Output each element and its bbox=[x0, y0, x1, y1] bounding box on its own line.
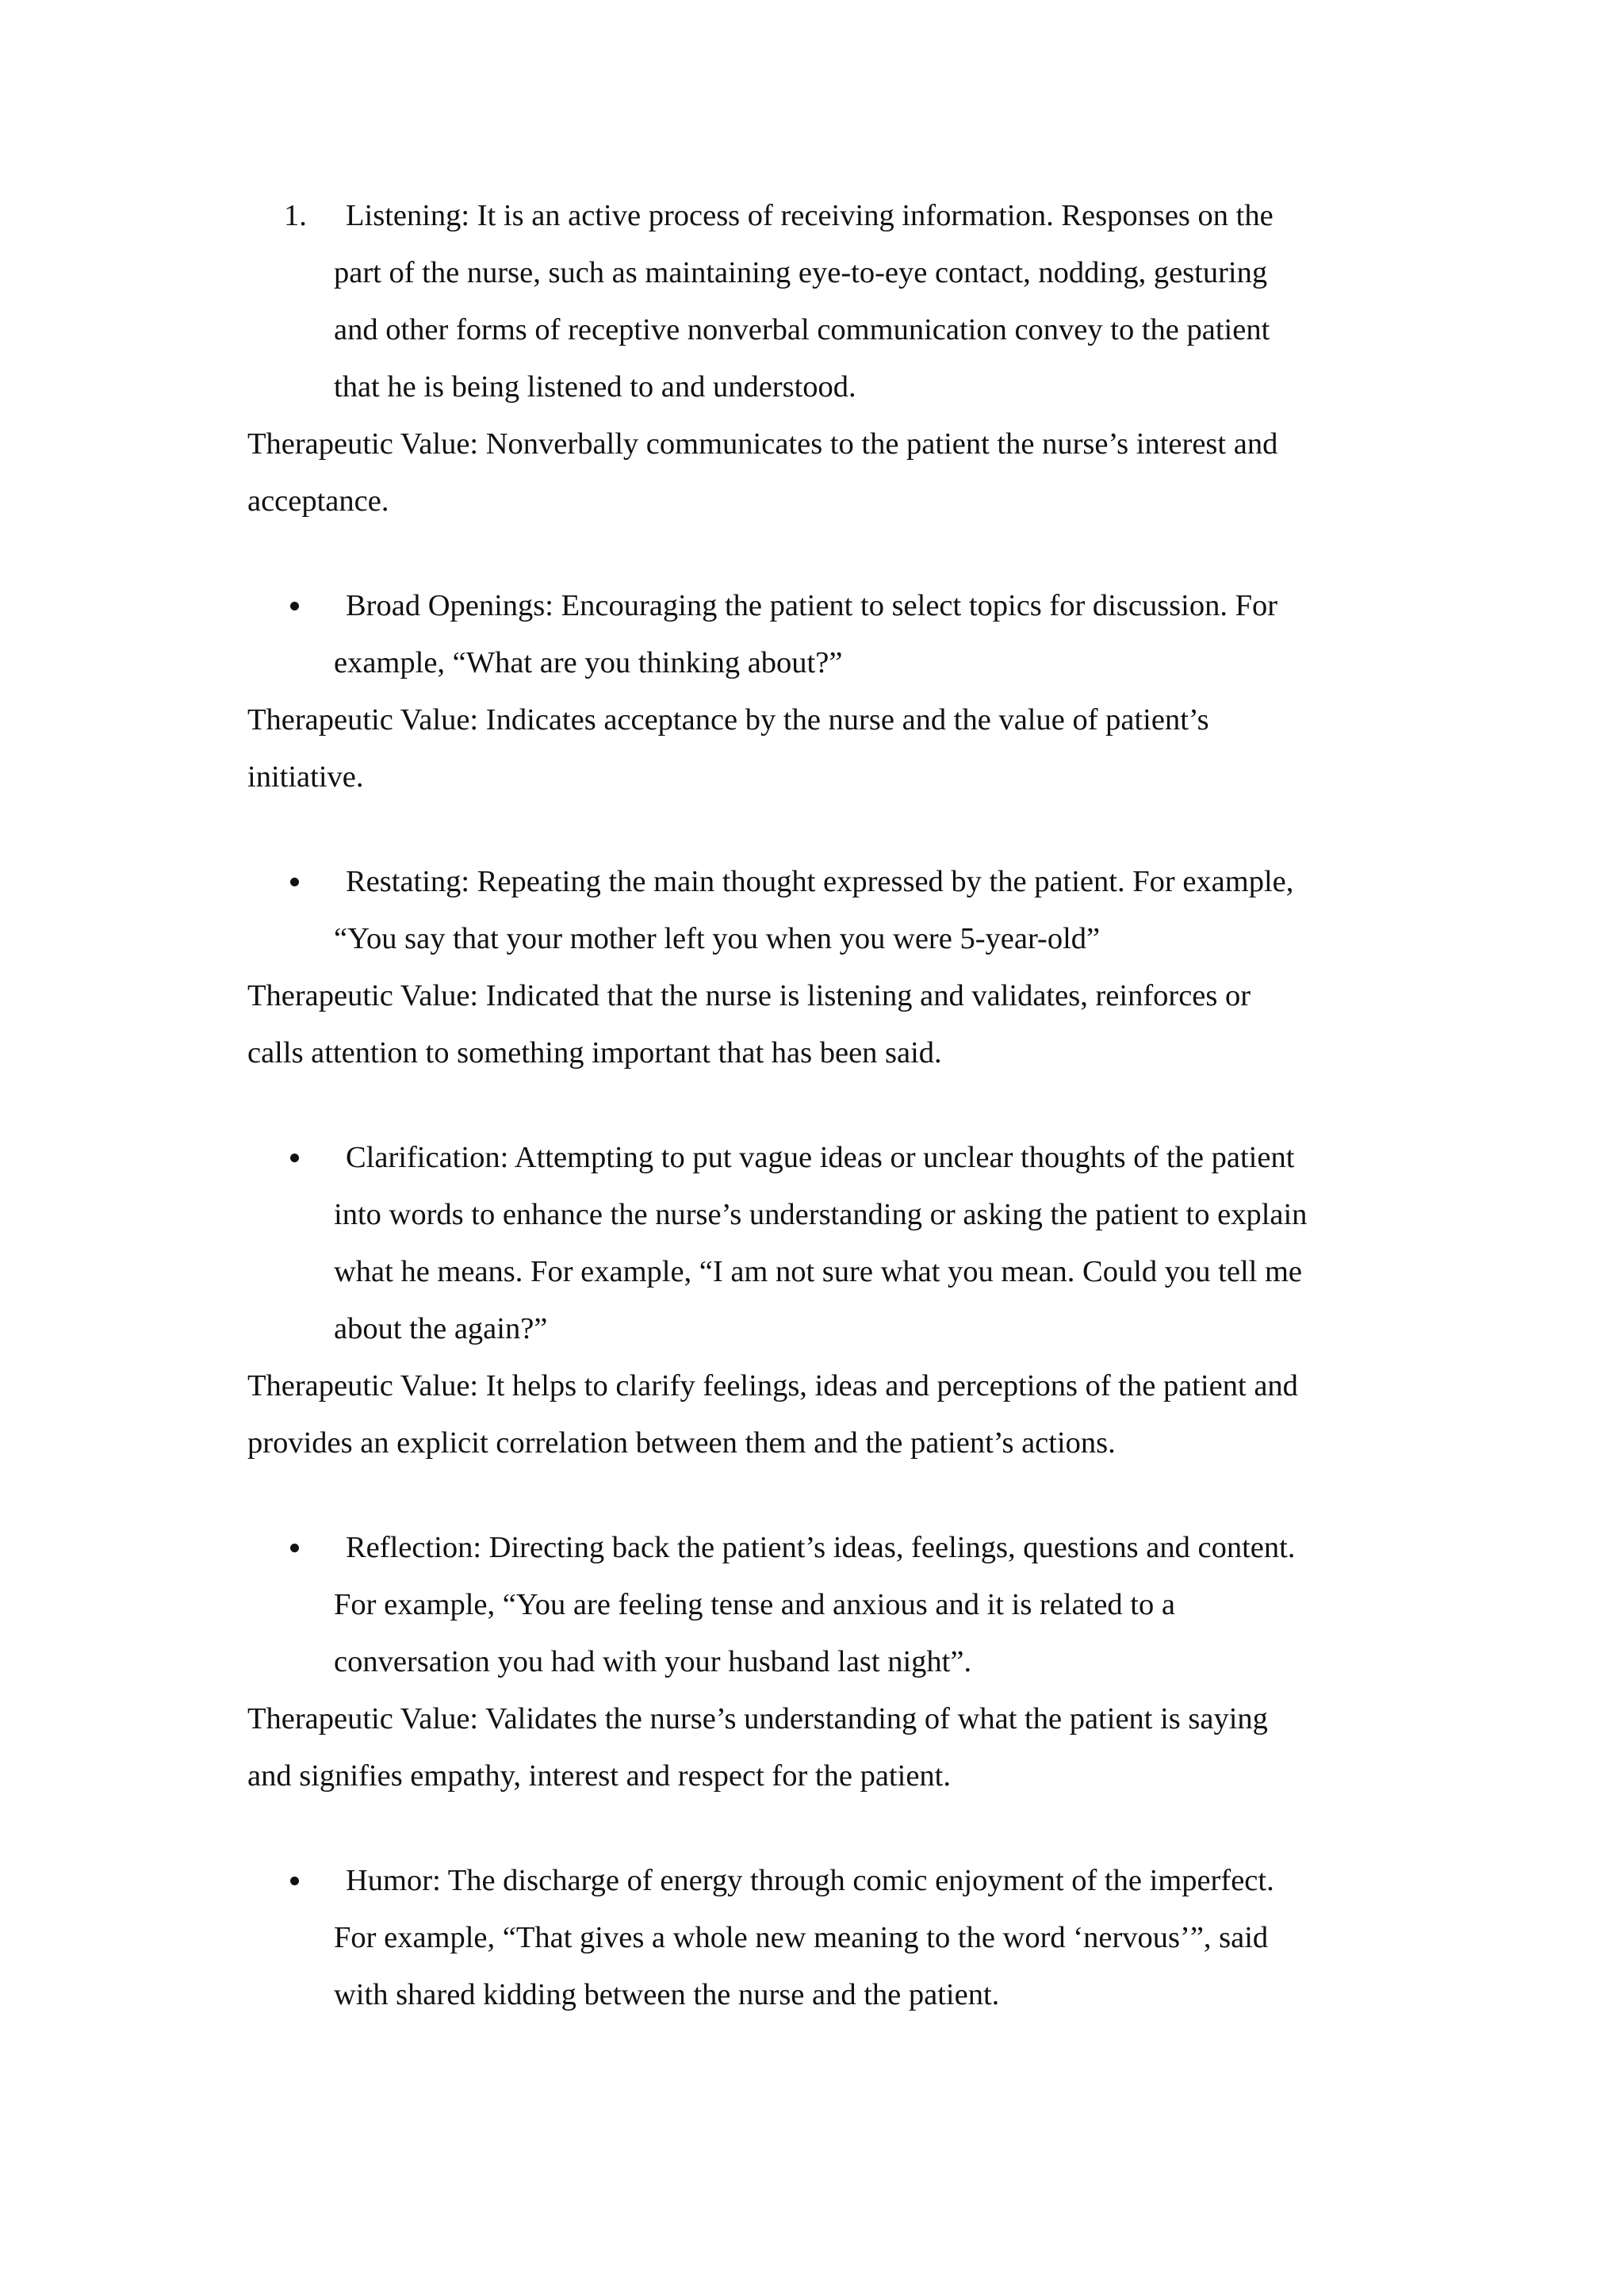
item-text-line: Clarification: Attempting to put vague ideas or unclear thoughts of the patient bbox=[346, 1141, 1295, 1174]
therapeutic-value-line: Therapeutic Value: Indicates acceptance by the nurse and the value of patient’s bbox=[247, 703, 1209, 737]
therapeutic-value-line: initiative. bbox=[247, 760, 364, 794]
bullet-icon bbox=[290, 1154, 299, 1162]
item-text-line: and other forms of receptive nonverbal communication convey to the patient bbox=[334, 313, 1270, 346]
therapeutic-value-line: acceptance. bbox=[247, 484, 389, 518]
therapeutic-value-line: Therapeutic Value: Validates the nurse’s understanding of what the patient is saying bbox=[247, 1702, 1268, 1735]
item-text-line: Broad Openings: Encouraging the patient to select topics for discussion. For bbox=[346, 589, 1278, 622]
item-text-line: For example, “That gives a whole new meaning to the word ‘nervous’”, said bbox=[334, 1921, 1269, 1954]
therapeutic-value-line: calls attention to something important that has been said. bbox=[247, 1036, 942, 1070]
item-text-line: Humor: The discharge of energy through comic enjoyment of the imperfect. bbox=[346, 1864, 1274, 1897]
item-text-line: that he is being listened to and understood. bbox=[334, 370, 856, 404]
item-text-line: into words to enhance the nurse’s understanding or asking the patient to explain bbox=[334, 1198, 1308, 1231]
item-text-line: part of the nurse, such as maintaining eye-to-eye contact, nodding, gesturing bbox=[334, 256, 1268, 289]
bullet-icon bbox=[290, 878, 299, 886]
item-text-line: example, “What are you thinking about?” bbox=[334, 646, 843, 679]
therapeutic-value-line: and signifies empathy, interest and respect for the patient. bbox=[247, 1759, 951, 1793]
bullet-icon bbox=[290, 1544, 299, 1552]
item-text-line: Reflection: Directing back the patient’s ideas, feelings, questions and content. bbox=[346, 1531, 1296, 1564]
item-text-line: Restating: Repeating the main thought expressed by the patient. For example, bbox=[346, 865, 1294, 898]
item-text-line: what he means. For example, “I am not sure what you mean. Could you tell me bbox=[334, 1255, 1303, 1288]
therapeutic-value-line: provides an explicit correlation between them and the patient’s actions. bbox=[247, 1426, 1116, 1460]
item-text-line: with shared kidding between the nurse and the patient. bbox=[334, 1978, 1000, 2011]
item-text-line: For example, “You are feeling tense and anxious and it is related to a bbox=[334, 1588, 1175, 1621]
item-text-line: about the again?” bbox=[334, 1312, 548, 1345]
therapeutic-value-line: Therapeutic Value: It helps to clarify feelings, ideas and perceptions of the patient and bbox=[247, 1369, 1298, 1402]
list-number: 1. bbox=[284, 199, 307, 232]
item-text-line: conversation you had with your husband last night”. bbox=[334, 1645, 972, 1678]
item-text-line: “You say that your mother left you when you were 5-year-old” bbox=[334, 922, 1101, 955]
bullet-icon bbox=[290, 602, 299, 610]
therapeutic-value-line: Therapeutic Value: Indicated that the nurse is listening and validates, reinforces or bbox=[247, 979, 1251, 1012]
item-text-line: Listening: It is an active process of receiving information. Responses on the bbox=[346, 199, 1274, 232]
bullet-icon bbox=[290, 1877, 299, 1885]
therapeutic-value-line: Therapeutic Value: Nonverbally communicates to the patient the nurse’s interest and bbox=[247, 427, 1278, 461]
